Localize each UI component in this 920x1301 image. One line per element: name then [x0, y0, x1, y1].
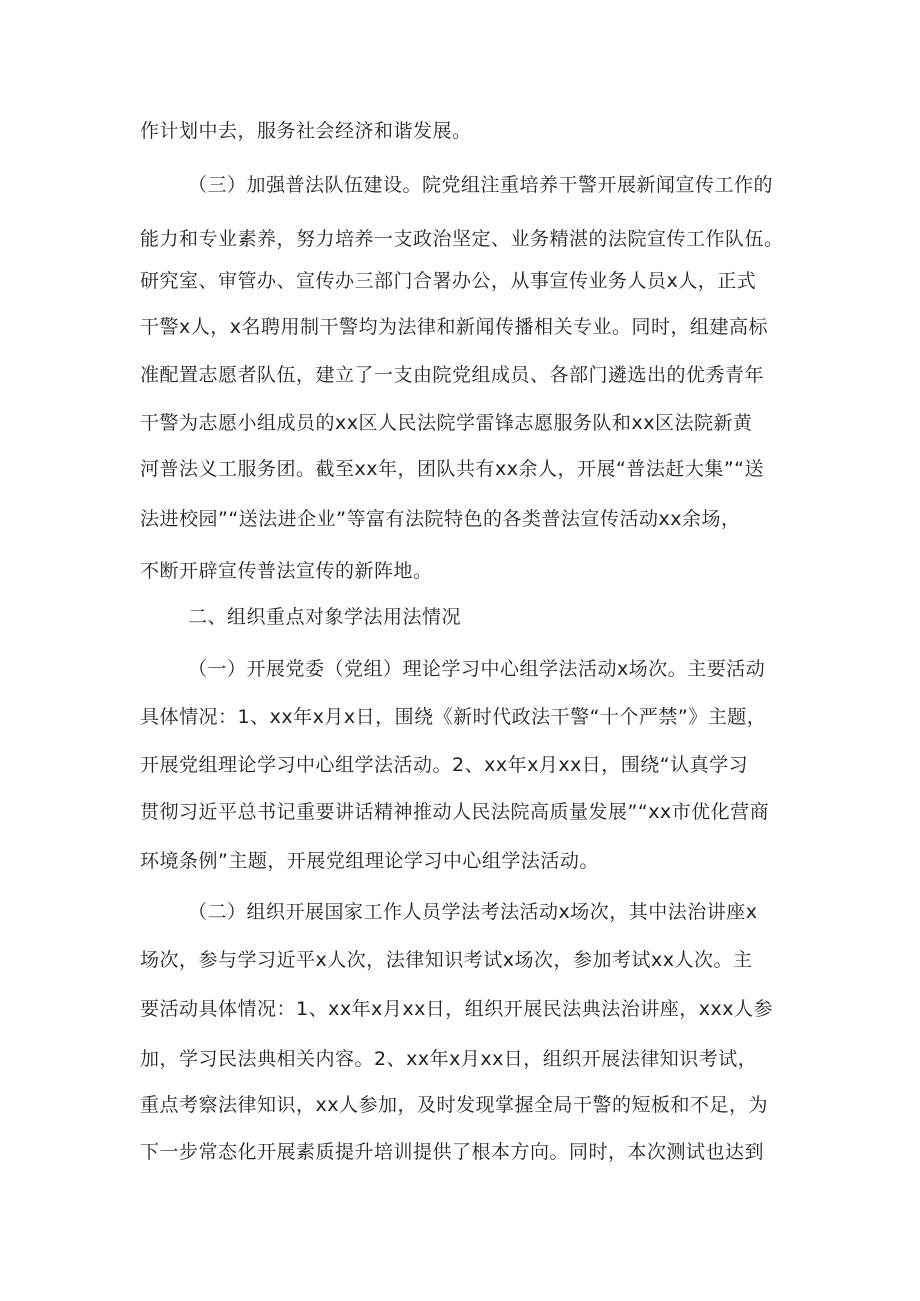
paragraph-line: 要活动具体情况：1、xx年x月xx日，组织开展民法典法治讲座，xxx人参: [140, 998, 774, 1020]
section-heading: 二、组织重点对象学法用法情况: [188, 606, 462, 628]
paragraph-line: 河普法义工服务团。截至xx年，团队共有xx余人，开展“普法赶大集”“送: [140, 458, 765, 480]
paragraph-line: 能力和专业素养，努力培养一支政治坚定、业务精湛的法院宣传工作队伍。: [140, 228, 784, 250]
paragraph-line: 干警为志愿小组成员的xx区人民法院学雷锋志愿服务队和xx区法院新黄: [140, 412, 753, 434]
paragraph-line: （一）开展党委（党组）理论学习中心组学法活动x场次。主要活动: [188, 658, 766, 680]
paragraph-line: 不断开辟宣传普法宣传的新阵地。: [140, 560, 433, 582]
paragraph-line: （三）加强普法队伍建设。院党组注重培养干警开展新闻宣传工作的: [188, 174, 774, 196]
paragraph-line: 具体情况：1、xx年x月x日，围绕《新时代政法干警“十个严禁”》主题，: [140, 706, 767, 728]
paragraph-line: 干警x人，x名聘用制干警均为法律和新闻传播相关专业。同时，组建高标: [140, 316, 768, 338]
paragraph-line: 开展党组理论学习中心组学法活动。2、xx年x月xx日，围绕“认真学习: [140, 754, 749, 776]
paragraph-line: 研究室、审管办、宣传办三部门合署办公，从事宣传业务人员x人，正式: [140, 270, 757, 292]
paragraph-line: 加，学习民法典相关内容。2、xx年x月xx日，组织开展法律知识考试，: [140, 1048, 758, 1070]
paragraph-line: 法进校园”“送法进企业”等富有法院特色的各类普法宣传活动xx余场，: [140, 508, 741, 530]
paragraph-line: 下一步常态化开展素质提升培训提供了根本方向。同时，本次测试也达到: [140, 1141, 765, 1163]
paragraph-line: 作计划中去，服务社会经济和谐发展。: [140, 120, 472, 142]
paragraph-line: （二）组织开展国家工作人员学法考法活动x场次，其中法治讲座x: [188, 901, 758, 923]
paragraph-line: 贯彻习近平总书记重要讲话精神推动人民法院高质量发展”“xx市优化营商: [140, 801, 770, 823]
paragraph-line: 场次，参与学习近平x人次，法律知识考试x场次，参加考试xx人次。主: [140, 949, 753, 971]
paragraph-line: 重点考察法律知识，xx人参加，及时发现掌握全局干警的短板和不足，为: [140, 1094, 768, 1116]
paragraph-line: 环境条例”主题，开展党组理论学习中心组学法活动。: [140, 850, 599, 872]
paragraph-line: 准配置志愿者队伍，建立了一支由院党组成员、各部门遴选出的优秀青年: [140, 364, 765, 386]
